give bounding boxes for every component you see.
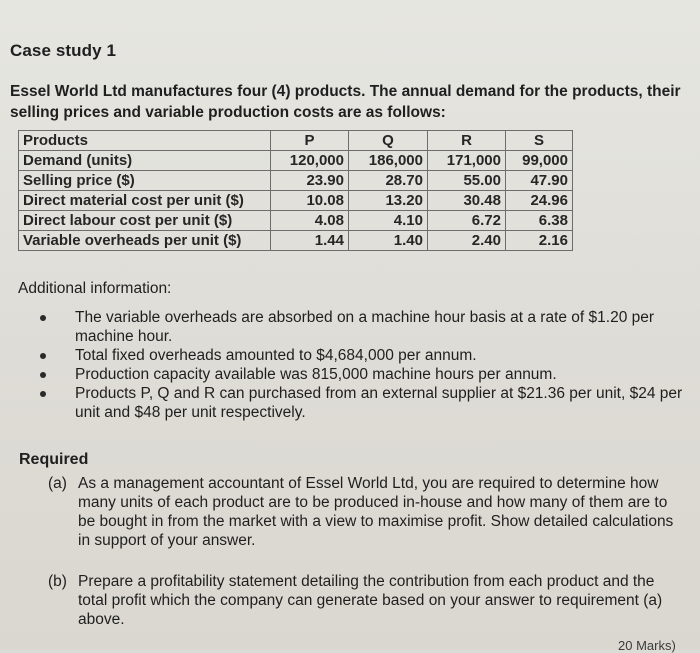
additional-information-list: [40, 308, 690, 422]
cell-value: 10.08: [271, 191, 349, 211]
cell-value: 6.38: [506, 211, 573, 231]
list-item: [40, 365, 690, 384]
list-item-text: Total fixed overheads amounted to $4,684,000 per annum.: [75, 347, 477, 364]
cell-value: 4.08: [271, 211, 349, 231]
products-table: [18, 130, 573, 251]
list-item: [40, 308, 690, 346]
row-label: Variable overheads per unit ($): [19, 231, 271, 251]
row-label: Direct labour cost per unit ($): [19, 211, 271, 231]
cell-value: 2.16: [506, 231, 573, 251]
list-item-text: The variable overheads are absorbed on a machine hour basis at a rate of $1.20 per machine hour.: [75, 309, 655, 345]
table-row: [19, 151, 573, 171]
cell-value: 1.40: [349, 231, 428, 251]
bullet-dot-icon: [40, 391, 46, 397]
cell-value: 1.44: [271, 231, 349, 251]
cell-value: 2.40: [428, 231, 506, 251]
cell-value: 99,000: [506, 151, 573, 171]
row-label: Selling price ($): [19, 171, 271, 191]
cell-value: 55.00: [428, 171, 506, 191]
list-item-text: Products P, Q and R can purchased from an external supplier at $21.36 per unit, $24 per unit and $48 per unit respectively.: [75, 385, 683, 421]
row-label: Demand (units): [19, 151, 271, 171]
row-label: Direct material cost per unit ($): [19, 191, 271, 211]
list-item-text: Production capacity available was 815,000 machine hours per annum.: [75, 366, 557, 383]
table-row: [19, 231, 573, 251]
requirement-marker: (a): [48, 475, 67, 492]
header-s: S: [506, 131, 573, 151]
requirement-text: As a management accountant of Essel World Ltd, you are required to determine how many units of each product are to be produced in-house and how many of them are to be bought in from the market with a view to maximise profit. Show detailed calculations in support of your answer.: [78, 475, 674, 549]
header-p: P: [271, 131, 349, 151]
bullet-dot-icon: [40, 315, 46, 321]
table-row: [19, 171, 573, 191]
cell-value: 120,000: [271, 151, 349, 171]
cell-value: 171,000: [428, 151, 506, 171]
additional-information-heading: Additional information:: [18, 280, 172, 297]
required-heading: Required: [19, 451, 89, 468]
bullet-dot-icon: [40, 353, 46, 359]
cell-value: 6.72: [428, 211, 506, 231]
requirement-marker: (b): [48, 573, 67, 590]
cell-value: 30.48: [428, 191, 506, 211]
list-item: [40, 346, 690, 365]
cell-value: 23.90: [271, 171, 349, 191]
cell-value: 186,000: [349, 151, 428, 171]
requirement-b: [48, 572, 688, 629]
intro-paragraph: Essel World Ltd manufactures four (4) products. The annual demand for the products, their selling prices and variable production costs are as follows:: [10, 83, 681, 121]
cell-value: 24.96: [506, 191, 573, 211]
list-item: [40, 384, 690, 422]
header-products: Products: [19, 131, 271, 151]
cell-value: 28.70: [349, 171, 428, 191]
table-row: [19, 191, 573, 211]
requirement-text: Prepare a profitability statement detailing the contribution from each product and the total profit which the company can generate based on your answer to requirement (a) above.: [78, 573, 663, 628]
cell-value: 4.10: [349, 211, 428, 231]
marks-label: 20 Marks): [618, 638, 676, 653]
bullet-dot-icon: [40, 372, 46, 378]
requirement-a: [48, 474, 688, 550]
table-header-row: [19, 131, 573, 151]
cell-value: 13.20: [349, 191, 428, 211]
cell-value: 47.90: [506, 171, 573, 191]
header-q: Q: [349, 131, 428, 151]
table-row: [19, 211, 573, 231]
case-study-title: Case study 1: [10, 41, 117, 60]
header-r: R: [428, 131, 506, 151]
